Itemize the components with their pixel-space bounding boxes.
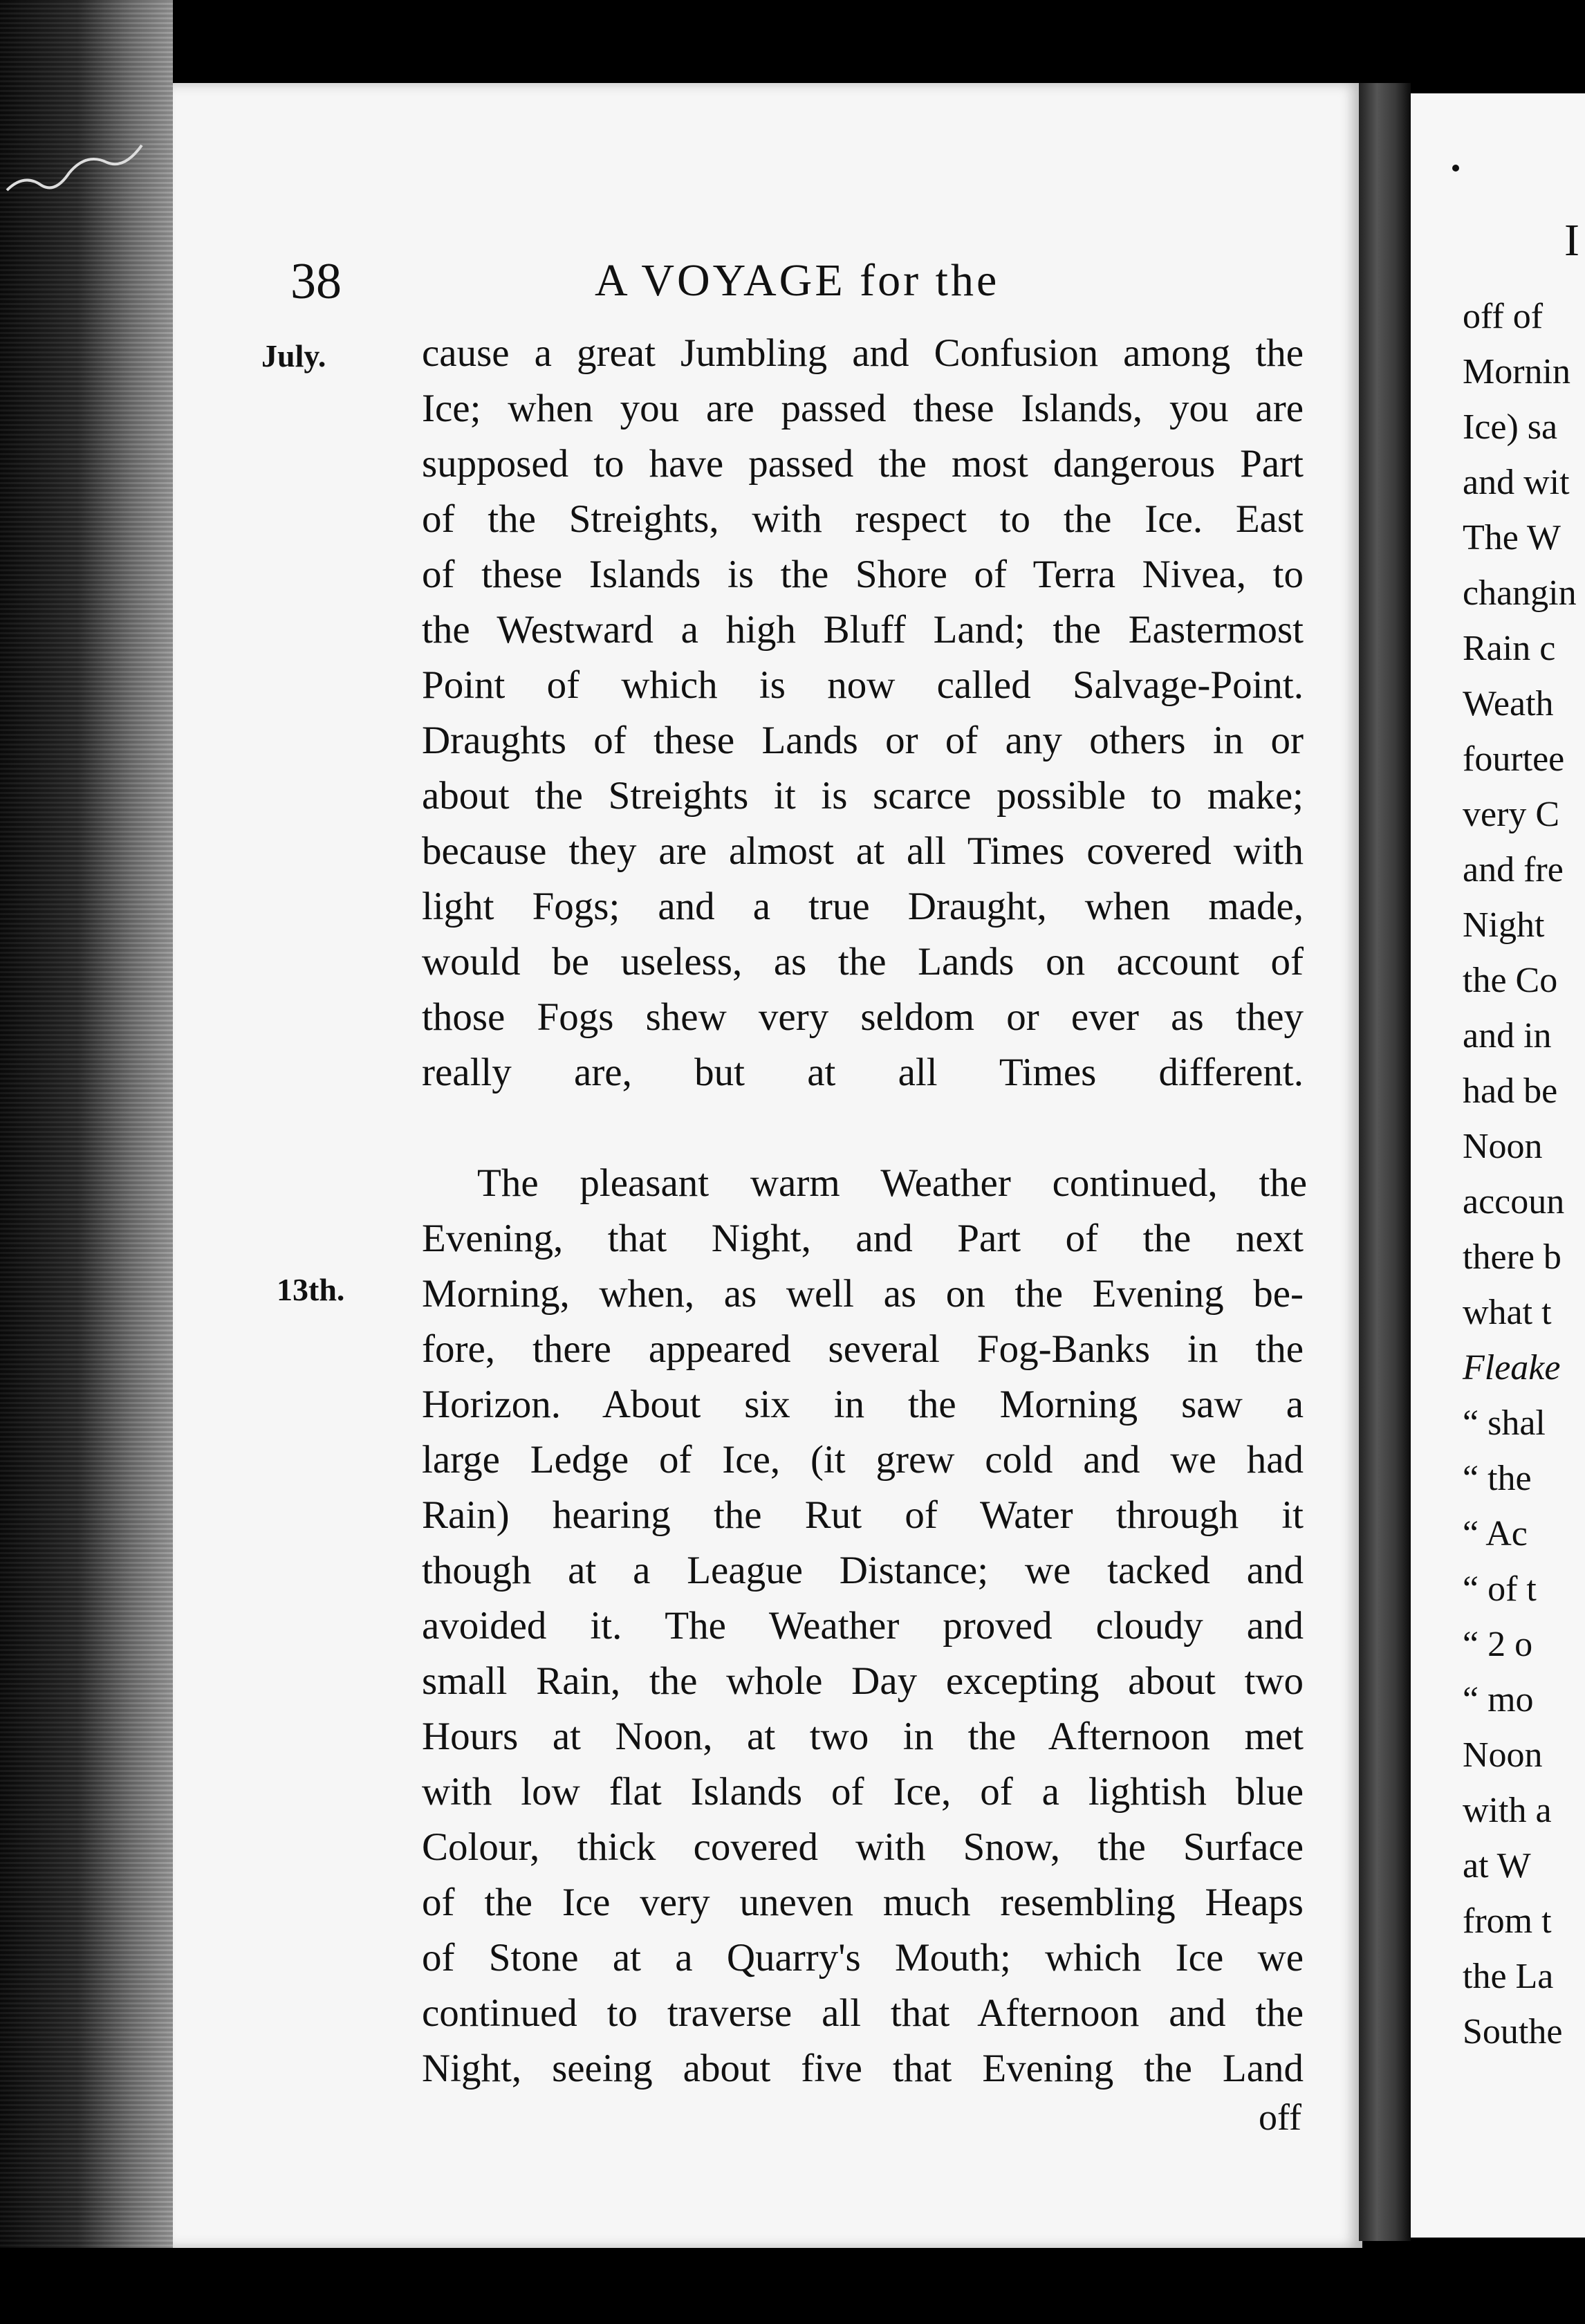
right-text-line: Noon (1463, 1127, 1543, 1166)
text-line: Night, seeing about five that Evening the Land (422, 2047, 1304, 2090)
text-line: though at a League Distance; we tacked and (422, 1549, 1304, 1592)
scan-background-left (0, 0, 173, 2324)
right-text-line: Rain c (1463, 629, 1556, 668)
text-line: Draughts of these Lands or of any others in or (422, 719, 1304, 762)
book-gutter (1359, 83, 1411, 2241)
text-line: light Fogs; and a true Draught, when made, (422, 885, 1304, 928)
right-text-line: Southe (1463, 2012, 1563, 2051)
text-line: of Stone at a Quarry's Mouth; which Ice we (422, 1936, 1304, 1980)
right-text-line: “ shal (1463, 1403, 1546, 1443)
right-text-line: Mornin (1463, 352, 1570, 391)
text-line: large Ledge of Ice, (it grew cold and we had (422, 1438, 1304, 1482)
text-line: Ice; when you are passed these Islands, you are (422, 387, 1304, 430)
right-text-line: “ 2 o (1463, 1625, 1533, 1664)
right-text-line: from t (1463, 1901, 1552, 1941)
margin-note-july: July. (261, 338, 326, 374)
right-text-line: The W (1463, 518, 1561, 557)
text-line: about the Streights it is scarce possible to make; (422, 774, 1304, 818)
main-text-block (422, 0, 1314, 2282)
right-text-line: accoun (1463, 1182, 1565, 1221)
text-line: those Fogs shew very seldom or ever as they (422, 995, 1304, 1039)
pencil-mark-icon (3, 131, 149, 208)
text-line: small Rain, the whole Day excepting about two (422, 1659, 1304, 1703)
right-text-line: Ice) sa (1463, 407, 1558, 447)
text-line: Evening, that Night, and Part of the next (422, 1217, 1304, 1260)
text-line: fore, there appeared several Fog-Banks in the (422, 1327, 1304, 1371)
right-text-line: had be (1463, 1071, 1558, 1111)
text-line: Horizon. About six in the Morning saw a (422, 1383, 1304, 1426)
right-text-line: fourtee (1463, 739, 1565, 779)
right-text-line: the La (1463, 1957, 1554, 1996)
right-text-line: “ Ac (1463, 1514, 1528, 1553)
right-text-line: and in (1463, 1016, 1552, 1055)
right-text-line: there b (1463, 1237, 1561, 1277)
text-line: of the Ice very uneven much resembling Heaps (422, 1881, 1304, 1924)
right-text-line: “ of t (1463, 1569, 1537, 1609)
margin-note-13th: 13th. (277, 1272, 345, 1307)
text-line: of the Streights, with respect to the Ice. East (422, 497, 1304, 541)
text-line: supposed to have passed the most dangerous Part (422, 442, 1304, 486)
catchword: off (1259, 2096, 1301, 2138)
running-head: A VOYAGE for the (595, 255, 1000, 306)
right-text-line: what t (1463, 1293, 1552, 1332)
text-line: because they are almost at all Times covered with (422, 829, 1304, 873)
text-line: Rain) hearing the Rut of Water through it (422, 1493, 1304, 1537)
text-line: with low flat Islands of Ice, of a lightish blue (422, 1770, 1304, 1814)
text-line: Point of which is now called Salvage-Point. (422, 663, 1304, 707)
right-text-line: and wit (1463, 463, 1570, 502)
text-line: Hours at Noon, at two in the Afternoon met (422, 1715, 1304, 1758)
right-text-line: very C (1463, 795, 1560, 834)
right-text-line: and fre (1463, 850, 1564, 889)
text-line: Morning, when, as well as on the Evening be- (422, 1272, 1304, 1316)
text-line: really are, but at all Times different. (422, 1051, 1304, 1094)
text-line: of these Islands is the Shore of Terra Nivea, to (422, 553, 1304, 596)
text-line: continued to traverse all that Afternoon and the (422, 1991, 1304, 2035)
right-text-line: “ mo (1463, 1680, 1534, 1719)
right-text-line: at W (1463, 1846, 1531, 1885)
right-text-line: Weath (1463, 684, 1554, 723)
right-text-line: Night (1463, 905, 1545, 945)
right-text-line: Noon (1463, 1735, 1543, 1775)
text-line: The pleasant warm Weather continued, the (477, 1161, 1307, 1205)
text-line: the Westward a high Bluff Land; the Eastermost (422, 608, 1304, 652)
text-line: Colour, thick covered with Snow, the Surface (422, 1825, 1304, 1869)
right-text-line: “ the (1463, 1459, 1532, 1498)
right-text-line: changin (1463, 573, 1577, 613)
text-line: avoided it. The Weather proved cloudy and (422, 1604, 1304, 1648)
page-number: 38 (290, 253, 342, 310)
text-line: cause a great Jumbling and Confusion among the (422, 331, 1304, 375)
right-text-line: with a (1463, 1791, 1552, 1830)
right-text-line: Fleake (1463, 1348, 1561, 1387)
right-running-head-fragment: I (1564, 215, 1579, 266)
ink-dot (1452, 165, 1459, 172)
text-line: would be useless, as the Lands on account of (422, 940, 1304, 984)
right-text-line: off of (1463, 297, 1544, 336)
right-text-line: the Co (1463, 961, 1558, 1000)
